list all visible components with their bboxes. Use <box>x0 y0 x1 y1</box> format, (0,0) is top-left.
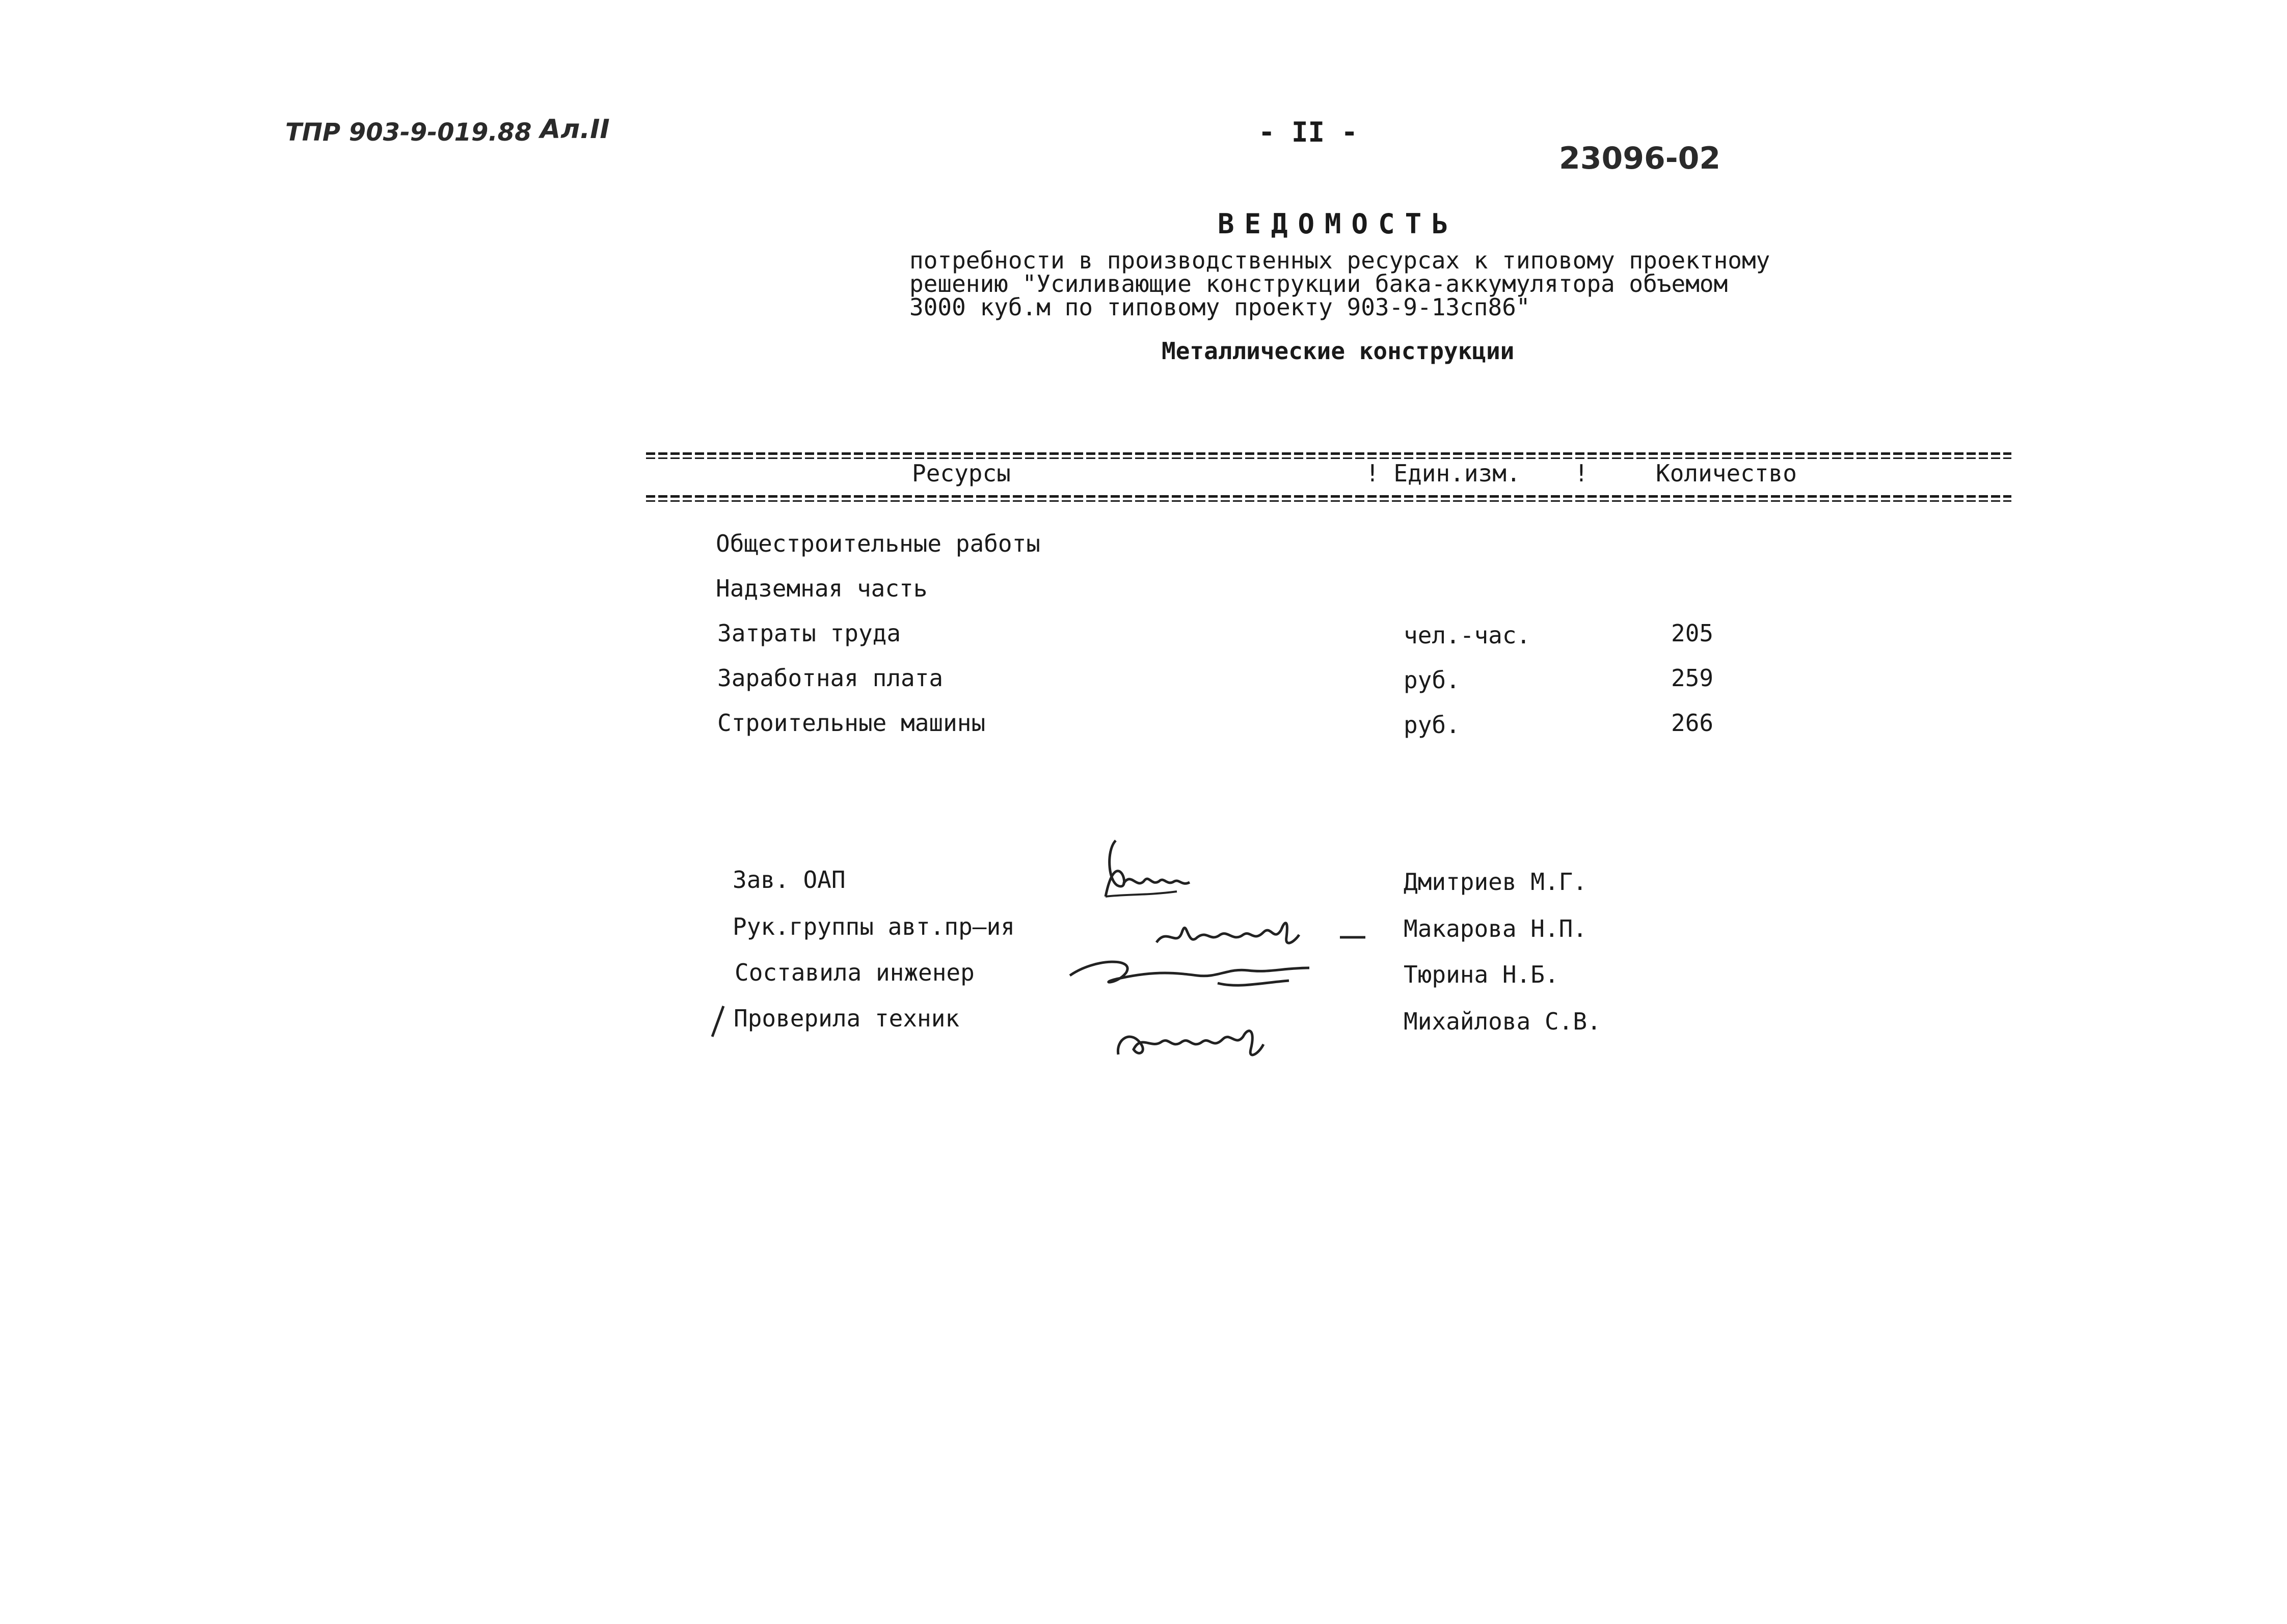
column-header-unit: ! Един.изм. <box>1365 459 1521 487</box>
signature-name-group-lead: Макарова Н.П. <box>1404 915 1588 942</box>
page-number: - II - <box>1258 116 1358 148</box>
table-top-rule <box>646 452 2011 455</box>
table-header-rule <box>646 495 2011 498</box>
subtitle-line-1: потребности в производственных ресурсах к типовому проектному <box>909 247 1770 274</box>
column-header-separator: ! <box>1574 459 1589 487</box>
document-heading: ВЕДОМОСТЬ <box>1218 208 1459 240</box>
signature-group-lead-icon <box>1151 907 1376 958</box>
row-unit-machines: руб. <box>1404 711 1460 739</box>
group-general-construction: Общестроительные работы <box>716 530 1040 557</box>
signature-engineer-icon <box>1065 953 1320 998</box>
table-header-rule-2 <box>646 500 2011 502</box>
sheet-number: 23096-02 <box>1559 141 1721 176</box>
row-name-machines: Строительные машины <box>717 709 986 737</box>
subtitle-line-3: 3000 куб.м по типовому проекту 903-9-13сп86" <box>909 293 1530 321</box>
table-top-rule-2 <box>646 457 2011 459</box>
signature-role-technician: Проверила техник <box>734 1005 960 1032</box>
row-qty-wages: 259 <box>1671 664 1714 692</box>
row-qty-machines: 266 <box>1671 709 1714 737</box>
check-mark-icon <box>708 1004 729 1039</box>
section-title: Металлические конструкции <box>1162 337 1515 365</box>
subtitle-line-2: решению "Усиливающие конструкции бака-аккумулятора объемом <box>909 270 1728 297</box>
signature-role-group-lead: Рук.группы авт.пр—ия <box>733 913 1015 940</box>
column-header-quantity: Количество <box>1656 459 1797 487</box>
signature-head-icon <box>1095 830 1207 902</box>
row-unit-wages: руб. <box>1404 666 1460 694</box>
signature-role-head: Зав. ОАП <box>733 866 846 894</box>
group-above-ground: Надземная часть <box>716 575 928 602</box>
row-name-labor: Затраты труда <box>717 619 901 647</box>
row-qty-labor: 205 <box>1671 619 1714 647</box>
signature-name-head: Дмитриев М.Г. <box>1404 868 1588 896</box>
signature-name-technician: Михайлова С.В. <box>1404 1008 1601 1035</box>
signature-technician-icon <box>1111 1014 1294 1065</box>
column-header-resources: Ресурсы <box>912 459 1011 487</box>
row-unit-labor: чел.-час. <box>1404 621 1531 649</box>
doc-code: ТПР 903-9-019.88 <box>285 118 532 147</box>
signature-name-engineer: Тюрина Н.Б. <box>1404 961 1559 988</box>
row-name-wages: Заработная плата <box>717 664 944 692</box>
signature-role-engineer: Составила инженер <box>735 959 975 986</box>
album-number: Ал.II <box>540 114 610 145</box>
